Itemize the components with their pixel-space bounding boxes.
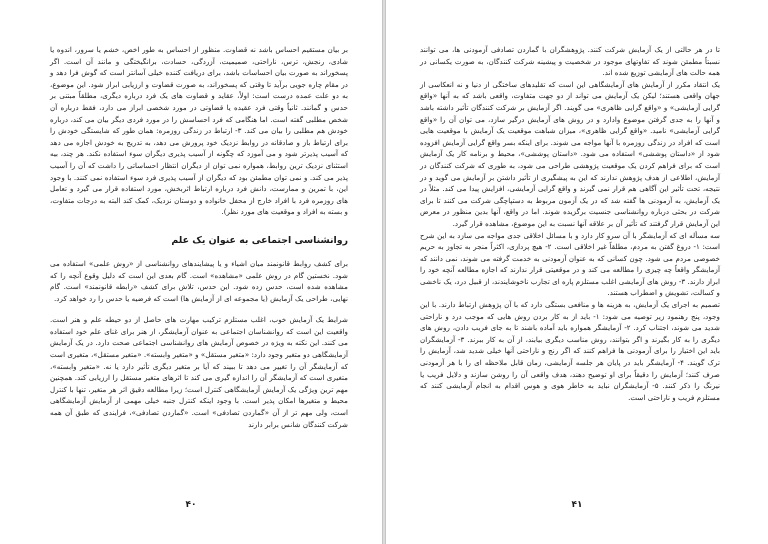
right-paragraph-1: تا در هر حالتی از یک آزمایش شرکت کنند. پژوهشگران با گماردن تصادفی آزمودنی ها، می توانند نسبتاً مطمئن شوند که تفاوتهای موجود در شخصیت و پیشینه شرکت کنندگان، به صورت یکسانی در همه حالت های آزمایشی توزیع شده اند. (420, 45, 720, 78)
left-paragraph-3: شرایط یک آزمایش خوب، اغلب مستلزم ترکیب مهارت های حاصل از دو حیطه علم و هنر است. واقعیت این است که روانشناسان اجتماعی به عنوان آزمایشگر، از هنر برای غنای علم خود استفاده می کنند. این نکته به ویژه در خصوص آزمایش های روانشناسی اجتماعی صحت دارد. در یک آزمایش آزمایشگاهی دو متغیر وجود دارد: «متغیر مستقل» و «متغیر وابسته». «متغیر مستقل»، متغیری است که آزمایشگر آن را تغییر می دهد تا ببیند که آیا بر متغیر دیگری تأثیر دارد یا نه. «متغیر وابسته»، متغیری است که آزمایشگر آن را اندازه گیری می کند تا اثرهای متغیر مستقل را ارزیابی کند. همچنین مهم ترین ویژگی یک آزمایش آزمایشگاهی کنترل است؛ زیرا مطالعه دقیق اثر هر متغیر، تنها با کنترل محیط و متغیرها امکان پذیر است. با وجود اینکه کنترل جنبه خیلی مهمی از آزمایش آزمایشگاهی است، ولی مهم تر از آن «گماردن تصادفی» است. «گماردن تصادفی»، فرایندی که طبق آن همه شرکت کنندگان شانس برابر دارند (50, 315, 348, 429)
right-paragraph-3: سه مسأله ای که آزمایشگر با آن سرو کار دارد و با مسائل اخلاقی جدی مواجه می سازد به این شرح است: ۱- دروغ گفتن به مردم، مطلقاً غیر اخلاقی است. ۲- هیچ پردازی، اکثراً منجر به تجاوز به حریم خصوصی مردم می شود. چون کسانی که به عنوان آزمودنی به خدمت گرفته می شوند، نمی دانند که آزمایشگر واقعاً چه چیزی را مطالعه می کند و در موقعیتی قرار ندارند که اجازه مطالعه آنچه خود را ابراز دارند. ۳- روش های آزمایشی اغلب مستلزم پاره ای تجارب ناخوشایندند، از قبیل درد، یک ناخشی و کسالت، تشویش و اضطراب هستند. (420, 230, 720, 298)
right-paragraph-4: تصمیم به اجرای یک آزمایش، به هزینه ها و منافعی بستگی دارد که با آن پژوهش ارتباط دارند. با این وجود، پنج رهنمود زیر توصیه می شود: ۱- باید از به کار بردن روش هایی که موجب درد و ناراحتی شدید می شوند، اجتناب کرد. ۲- آزمایشگر همواره باید آماده باشند تا به جای فریب دادن، روش های دیگری را به کار بگیرند و اگر بتوانند، روش مناسب دیگری بیابند، از آن به کار ببرند. ۳- آزمایشگران باید این اختیار را برای آزمودنی ها فراهم کنند که اگر رنج و ناراحتی آنها خیلی شدید شد، آزمایش را ترک گویند. ۴- آزمایشگر باید در پایان هر جلسه آزمایشی، زمان قابل ملاحظه ای را با هر آزمودنی صرف کنند؛ آزمایش را دقیقاً برای او توضیح دهند، هدف واقعی آن را روشن سازند و دلایل فریب یا نیرنگ را ذکر کنند. ۵- آزمایشگران نباید به خاطر هوی و هوس اقدام به انجام آزمایشی کنند که مستلزم فریب و ناراحتی است. (420, 300, 721, 402)
section-heading: روانشناسی اجتماعی به عنوان یک علم (171, 234, 348, 246)
left-page-number: ۴۰ (185, 500, 197, 510)
left-page (0, 0, 382, 544)
right-page-number: ۴۱ (571, 500, 583, 510)
right-page (386, 0, 768, 544)
left-paragraph-1: بر بیان مستقیم احساس باشد نه قضاوت. منظور از احساس به طور اخص، خشم یا سرور، اندوه یا شادی، رنجش، ترس، ناراحتی، صمیمیت، آزردگی، حسادت، برانگیختگی و مانند آن است. اگر پسخوراند به صورت بیان احساسات باشد، برای دریافت کننده خیلی آسانتر است که گوش فرا دهد و در مقام چاره جویی برآید تا وقتی که پسخوراند، به صورت قضاوت و ارزیابی ابراز شود. این موضوع، به دو علت عمده درست است: اولاً، عقاید و قضاوت های یک فرد درباره دیگری، مطلقاً مبتنی بر حدس و گمانند. ثانیاً وقتی فرد عقیده یا قضاوتی در مورد شخصی ابراز می دارد، فقط درباره آن شخص مطلبی گفته است. اما هنگامی که فرد احساسش را در مورد فردی دیگر بیان می کند، درباره خودش هم مطلبی را بیان می کند. ۳- ارتباط در زندگی روزمره: همان طور که شایستگی خودش را برای ارتباط باز و صادقانه در روابط نزدیک خود پرورش می دهد، به تدریج به خودش اجازه می دهد که آسیب پذیرتر شود و می آموزد که چگونه از آسیب پذیری دیگران سوء استفاده نکند. هر چند، بیه استثنای نزدیک ترین روابط، همواره نمی توان از دیگران انتظار احساساتی را داشت که آن را آسیب پذیر می کند. و نمی توان مطمئن بود که دیگران از آسیب پذیری فرد سوء استفاده نمی کنند. با وجود این، با تمرین و ممارست، دانش فرد درباره ارتباط اثربخش، مورد استفاده قرار می گیرد و تعامل های روزمره فرد با افراد خارج از محفل خانواده و دوستان نزدیک، کمک کند البته به درجات متفاوت، و بسته به افراد و موقعیت های مورد نظر). (50, 45, 348, 217)
right-paragraph-2: یک انتقاد مکرر از آزمایش های آزمایشگاهی این است که تقلیدهای ساختگی از دنیا و نه انعکاسی از جهان واقعی هستند؛ لیکن یک آزمایش می تواند از دو جهت متفاوت، واقعی باشد که به آنها «واقع گرایی آزمایشی» و «واقع گرایی ظاهری» می گویند. اگر آزمایش بر شرکت کنندگان تأثیر داشته باشد و آنها را به جدی گرفتن موضوع وادارد و در روش های آزمایش درگیر سازد، می توان آن را «واقع گرایی آزمایشی» نامید. «واقع گرایی ظاهری»، میزان شباهت موقعیت یک آزمایش با موقعیت هایی است که افراد در زندگی روزمره با آنها مواجه می شوند. برای اینکه بسر واقع گرایی آزمایش افزوده شود از «داستان پوششی» استفاده می شود. «داستان پوششی»، محیط و برنامه کار یک آزمایش است که برای فراهم کردن یک موقعیت پژوهشی طراحی می شود، به طوری که شرکت کنندگان در آزمایش، اطلاعی از هدف پژوهش ندارند که این به پیشگیری از تأثیر داشتن بر آزمایش می گوید و در نتیجه، تحت تأثیر این آگاهی هم قرار نمی گیرند و واقع گرایی آزمایشی، افزایش پیدا می کند. مثلاً در یک آزمایش، به آزمودنی ها گفته شد که در یک آزمون مربوط به دستپاچگی شرکت می کنند تا برای شرکت در بحثی درباره روانشناسی جنسیت برگزیده شوند. اما در واقع، آنها بدین منظور در معرض این آزمایش قرار گرفتند که تأثیر آن بر علاقه آنها نسبت به این موضوع، مشاهده قرار گیرد. (420, 79, 720, 228)
left-paragraph-2: برای کشف روابط قانونمند میان اشیاء و یا پیشایندهای روانشناسی از «روش علمی» استفاده می شود. نخستین گام در روش علمی «مشاهده» است. گام بعدی این است که دلیل وقوع آنچه را که مشاهده شده است، حدس زده شود. این حدس، تلاش برای کشف «رابطه قانونمند» است. گام نهایی، طراحی یک آزمایش (یا مجموعه ای از آزمایش ها) است که فرضیه یا حدس را رد خواهد کرد. (50, 258, 348, 303)
